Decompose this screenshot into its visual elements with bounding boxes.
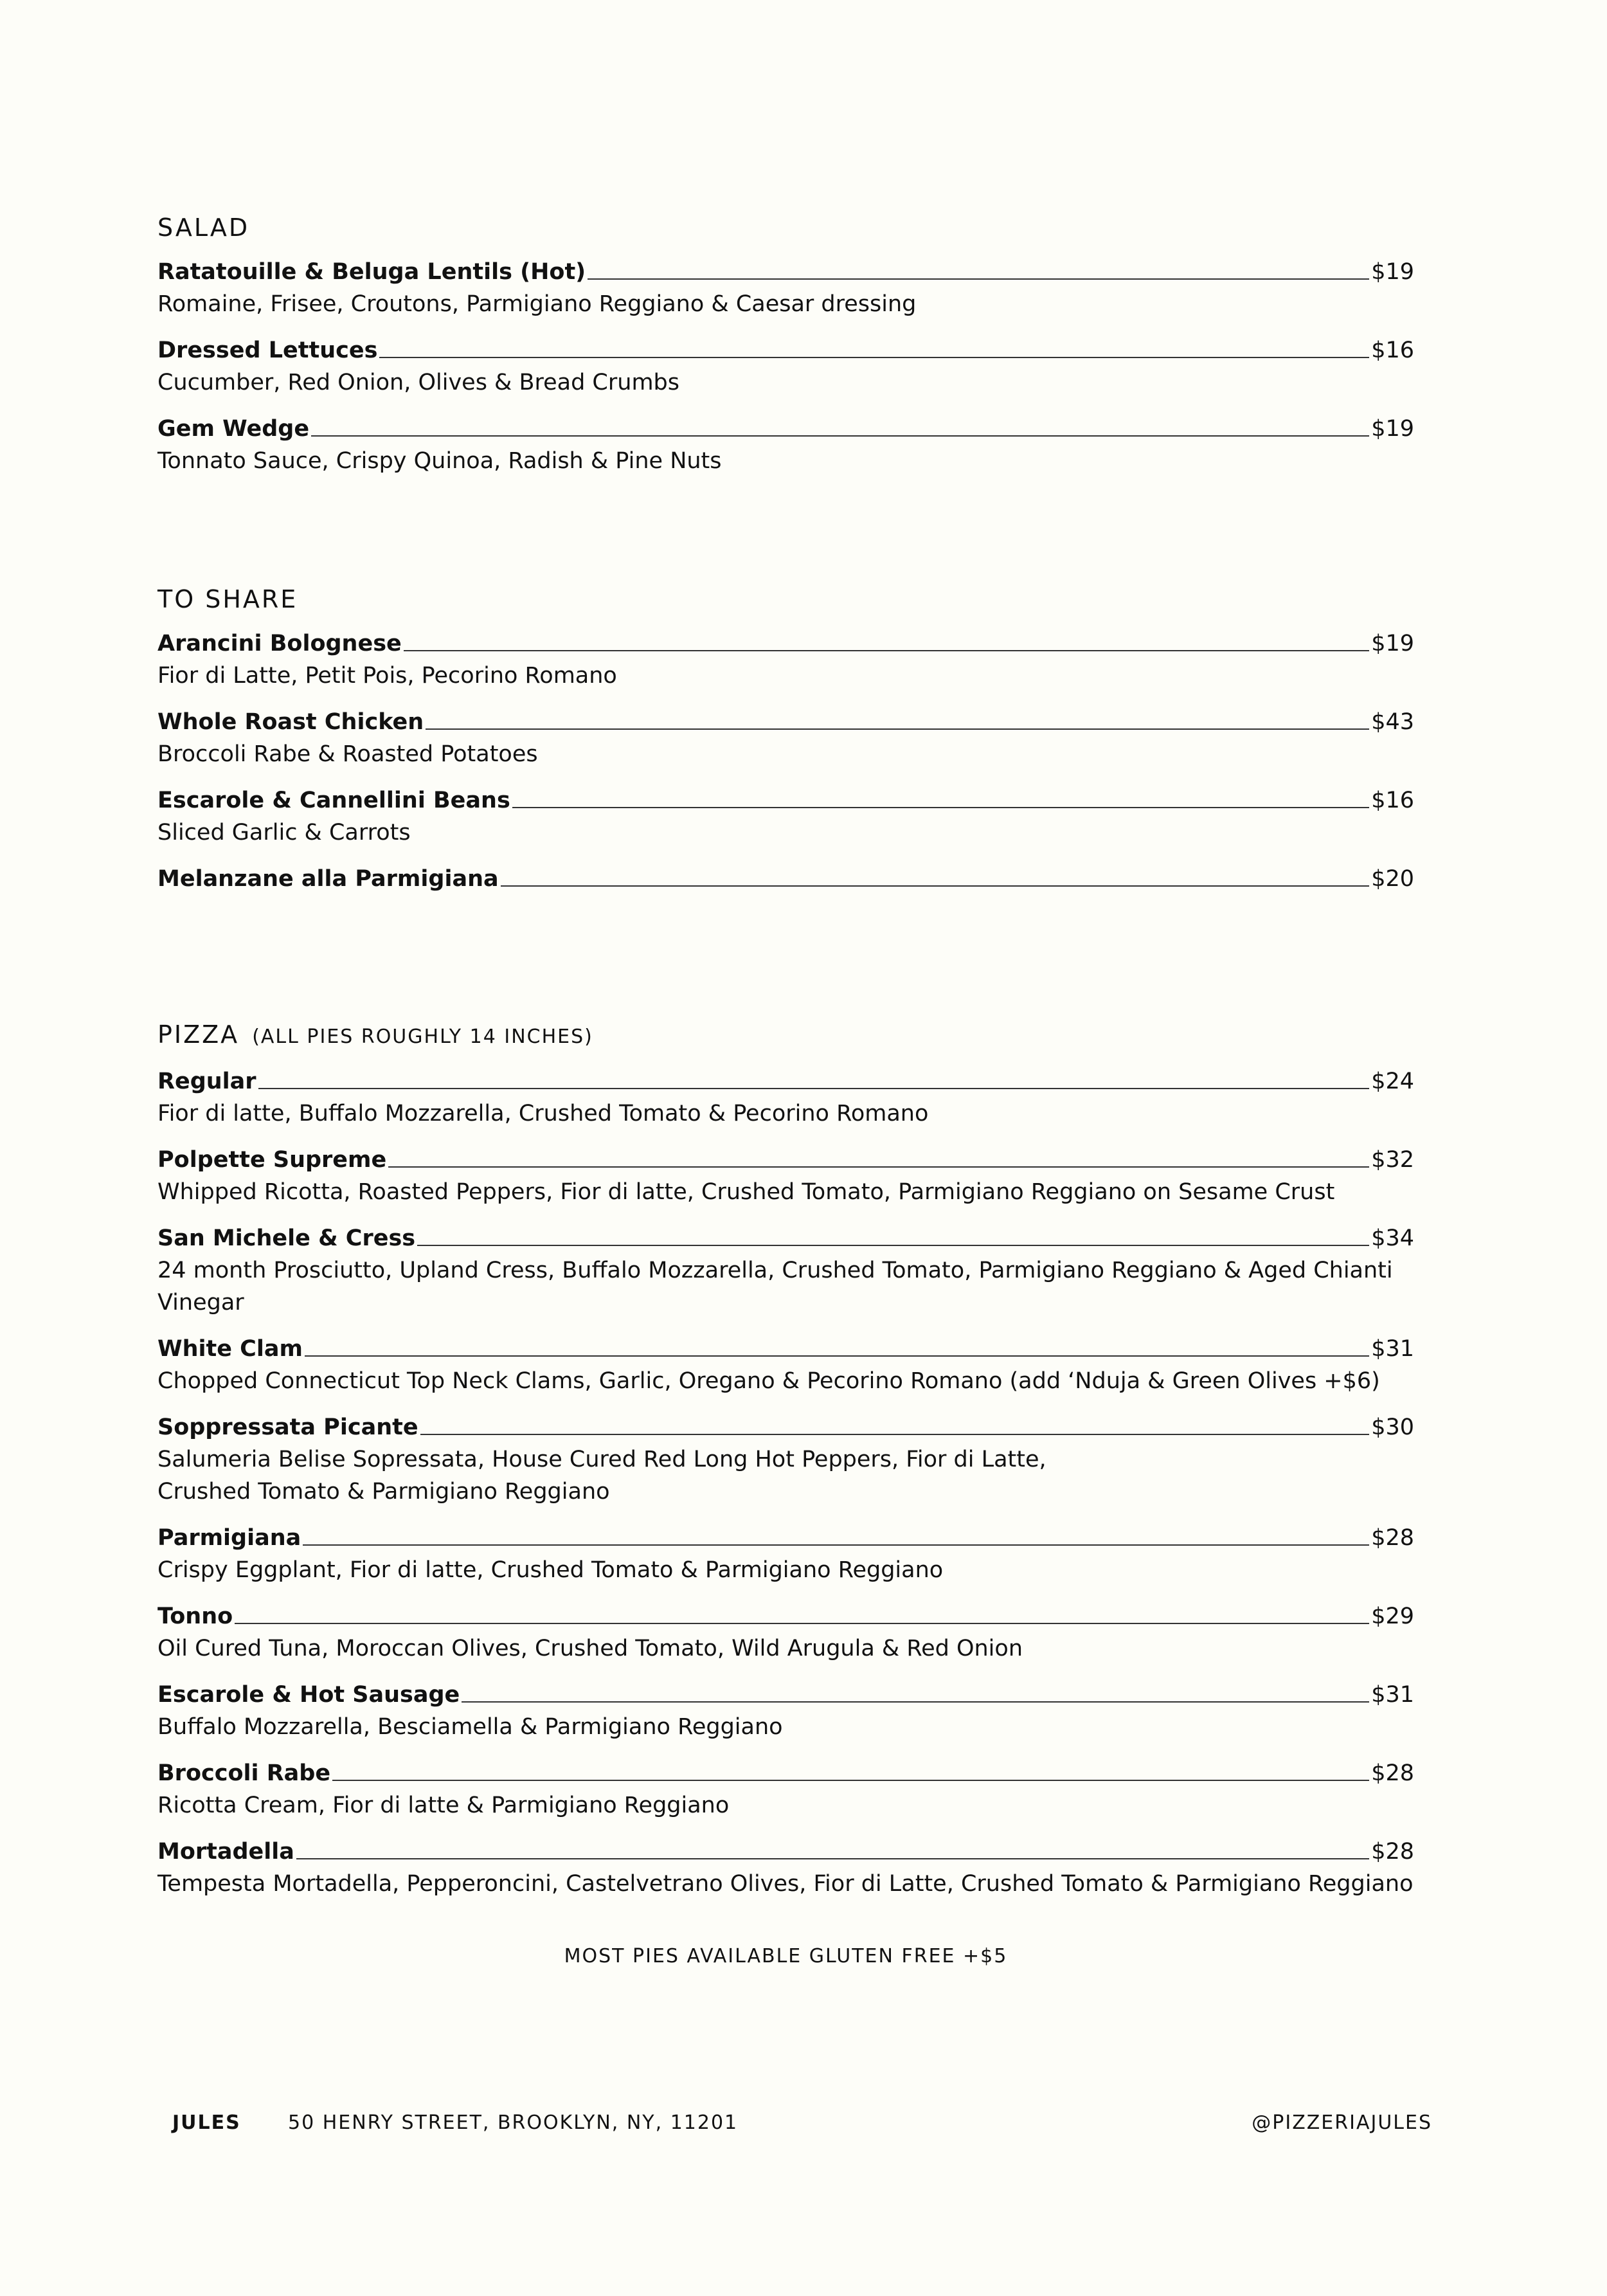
description-line: Romaine, Frisee, Croutons, Parmigiano Reggiano & Caesar dressing [157, 291, 917, 317]
menu-item-name: Escarole & Cannellini Beans [157, 788, 510, 813]
footer-brand: JULES [172, 2111, 241, 2134]
dotted-leader-line [512, 807, 1369, 808]
menu-item-name: San Michele & Cress [157, 1225, 416, 1251]
menu-item-row [157, 1333, 1414, 1365]
menu-item-description [157, 1443, 1414, 1508]
menu-item-description [157, 288, 1414, 320]
menu-item-price: $16 [1371, 338, 1414, 363]
description-line: Cucumber, Red Onion, Olives & Bread Crumbs [157, 370, 679, 395]
menu-item [157, 863, 1414, 895]
menu-item-description [157, 660, 1414, 692]
section-title-to-share [157, 584, 1414, 615]
menu-item-name: Broccoli Rabe [157, 1760, 331, 1786]
menu-item [157, 1065, 1414, 1130]
description-line: Chopped Connecticut Top Neck Clams, Garlic, Oregano & Pecorino Romano (add ‘Nduja & Green Olives +$6) [157, 1368, 1380, 1394]
menu-item-name: Mortadella [157, 1839, 294, 1865]
gluten-free-note: MOST PIES AVAILABLE GLUTEN FREE +$5 [564, 1945, 1008, 1967]
to-share-section [157, 584, 1414, 909]
menu-item-description [157, 738, 1414, 770]
menu-item-row [157, 1757, 1414, 1789]
description-line: Sliced Garlic & Carrots [157, 820, 411, 845]
menu-item-name: Arancini Bolognese [157, 631, 402, 656]
section-title-text: PIZZA [157, 1020, 240, 1049]
menu-item-description [157, 1711, 1414, 1743]
menu-item-price: $28 [1371, 1525, 1414, 1551]
menu-item-row [157, 863, 1414, 895]
dotted-leader-line [420, 1434, 1370, 1435]
description-line: Fior di Latte, Petit Pois, Pecorino Romano [157, 663, 617, 689]
menu-item [157, 1333, 1414, 1397]
menu-item [157, 334, 1414, 399]
menu-item-description [157, 1632, 1414, 1665]
menu-item-row [157, 1600, 1414, 1632]
menu-item-row [157, 1065, 1414, 1098]
description-line: Whipped Ricotta, Roasted Peppers, Fior di latte, Crushed Tomato, Parmigiano Reggiano on Sesame Crust [157, 1179, 1335, 1205]
menu-item-price: $19 [1371, 416, 1414, 442]
description-line: Vinegar [157, 1290, 244, 1315]
menu-item-name: Tonno [157, 1604, 233, 1629]
menu-item-price: $16 [1371, 788, 1414, 813]
dotted-leader-line [311, 435, 1369, 437]
menu-item [157, 1411, 1414, 1508]
pizza-size-note: (ALL PIES ROUGHLY 14 INCHES) [252, 1026, 593, 1048]
menu-item [157, 706, 1414, 770]
menu-item-row [157, 1522, 1414, 1554]
menu-item-name: Parmigiana [157, 1525, 301, 1551]
section-title-text: SALAD [157, 213, 250, 242]
menu-item-description [157, 1868, 1414, 1900]
menu-item-row [157, 334, 1414, 366]
menu-item-description [157, 1365, 1414, 1397]
menu-item-name: Soppressata Picante [157, 1415, 418, 1440]
dotted-leader-line [332, 1780, 1369, 1781]
menu-item-name: Polpette Supreme [157, 1147, 387, 1173]
menu-item-price: $32 [1371, 1147, 1414, 1173]
dotted-leader-line [379, 357, 1369, 358]
menu-item-price: $31 [1371, 1336, 1414, 1362]
footer-address: 50 HENRY STREET, BROOKLYN, NY, 11201 [288, 2111, 739, 2134]
description-line: 24 month Prosciutto, Upland Cress, Buffalo Mozzarella, Crushed Tomato, Parmigiano Reggiano & Aged Chianti [157, 1258, 1393, 1283]
menu-item-name: Escarole & Hot Sausage [157, 1682, 460, 1708]
dotted-leader-line [462, 1701, 1369, 1703]
menu-item-description [157, 1176, 1414, 1208]
menu-item-row [157, 1411, 1414, 1443]
menu-item-name: Whole Roast Chicken [157, 709, 424, 735]
menu-item [157, 1757, 1414, 1821]
menu-item [157, 1836, 1414, 1900]
menu-item-name: Gem Wedge [157, 416, 310, 442]
dotted-leader-line [296, 1858, 1369, 1859]
menu-item-description [157, 1554, 1414, 1586]
menu-item-row [157, 1144, 1414, 1176]
menu-item [157, 256, 1414, 320]
menu-item-price: $19 [1371, 259, 1414, 285]
description-line: Ricotta Cream, Fior di latte & Parmigiano Reggiano [157, 1793, 730, 1818]
description-line: Crispy Eggplant, Fior di latte, Crushed Tomato & Parmigiano Reggiano [157, 1557, 944, 1583]
menu-item-price: $43 [1371, 709, 1414, 735]
dotted-leader-line [305, 1355, 1369, 1357]
section-title-pizza [157, 1019, 1414, 1053]
description-line: Crushed Tomato & Parmigiano Reggiano [157, 1479, 610, 1505]
description-line: Buffalo Mozzarella, Besciamella & Parmigiano Reggiano [157, 1714, 783, 1740]
pizza-items [157, 1065, 1414, 1900]
footer-social-handle[interactable]: @PIZZERIAJULES [1252, 2111, 1432, 2134]
menu-item-name: Melanzane alla Parmigiana [157, 866, 499, 892]
to-share-items [157, 628, 1414, 895]
menu-item-description [157, 1254, 1414, 1319]
menu-item-description [157, 1098, 1414, 1130]
menu-item-price: $34 [1371, 1225, 1414, 1251]
menu-item-description [157, 366, 1414, 399]
menu-item-price: $24 [1371, 1069, 1414, 1094]
menu-item [157, 413, 1414, 477]
menu-item-row [157, 1836, 1414, 1868]
menu-item [157, 628, 1414, 692]
menu-item-name: Regular [157, 1069, 256, 1094]
menu-item-row [157, 784, 1414, 817]
section-title-salad [157, 212, 1414, 243]
dotted-leader-line [303, 1544, 1369, 1546]
dotted-leader-line [388, 1166, 1369, 1168]
dotted-leader-line [258, 1088, 1370, 1089]
menu-item-price: $20 [1371, 866, 1414, 892]
dotted-leader-line [501, 885, 1370, 887]
menu-item-name: Dressed Lettuces [157, 338, 378, 363]
description-line: Broccoli Rabe & Roasted Potatoes [157, 741, 538, 767]
menu-item-price: $31 [1371, 1682, 1414, 1708]
menu-item [157, 1679, 1414, 1743]
menu-item [157, 1522, 1414, 1586]
menu-item-row [157, 413, 1414, 445]
description-line: Oil Cured Tuna, Moroccan Olives, Crushed Tomato, Wild Arugula & Red Onion [157, 1636, 1023, 1661]
salad-section [157, 212, 1414, 491]
menu-item [157, 1600, 1414, 1665]
menu-item-name: Ratatouille & Beluga Lentils (Hot) [157, 259, 586, 285]
menu-item-row [157, 1222, 1414, 1254]
menu-item-price: $29 [1371, 1604, 1414, 1629]
menu-item-price: $28 [1371, 1839, 1414, 1865]
menu-item [157, 1222, 1414, 1319]
pizza-section [157, 1019, 1414, 1914]
menu-item [157, 1144, 1414, 1208]
dotted-leader-line [426, 728, 1369, 730]
description-line: Tempesta Mortadella, Pepperoncini, Castelvetrano Olives, Fior di Latte, Crushed Tomato & Parmigiano Reggiano [157, 1871, 1414, 1897]
description-line: Salumeria Belise Sopressata, House Cured Red Long Hot Peppers, Fior di Latte, [157, 1447, 1046, 1472]
dotted-leader-line [588, 278, 1369, 280]
menu-item-description [157, 817, 1414, 849]
menu-item-price: $19 [1371, 631, 1414, 656]
description-line: Fior di latte, Buffalo Mozzarella, Crushed Tomato & Pecorino Romano [157, 1101, 929, 1126]
dotted-leader-line [417, 1245, 1369, 1246]
menu-item-description [157, 1789, 1414, 1821]
menu-item-name: White Clam [157, 1336, 303, 1362]
menu-item-row [157, 628, 1414, 660]
dotted-leader-line [404, 650, 1369, 651]
menu-item-row [157, 706, 1414, 738]
description-line: Tonnato Sauce, Crispy Quinoa, Radish & Pine Nuts [157, 448, 722, 474]
menu-item-row [157, 256, 1414, 288]
menu-item [157, 784, 1414, 849]
section-title-text: TO SHARE [157, 585, 298, 613]
menu-item-price: $30 [1371, 1415, 1414, 1440]
menu-item-row [157, 1679, 1414, 1711]
menu-item-description [157, 445, 1414, 477]
salad-items [157, 256, 1414, 477]
menu-item-price: $28 [1371, 1760, 1414, 1786]
dotted-leader-line [235, 1623, 1369, 1624]
